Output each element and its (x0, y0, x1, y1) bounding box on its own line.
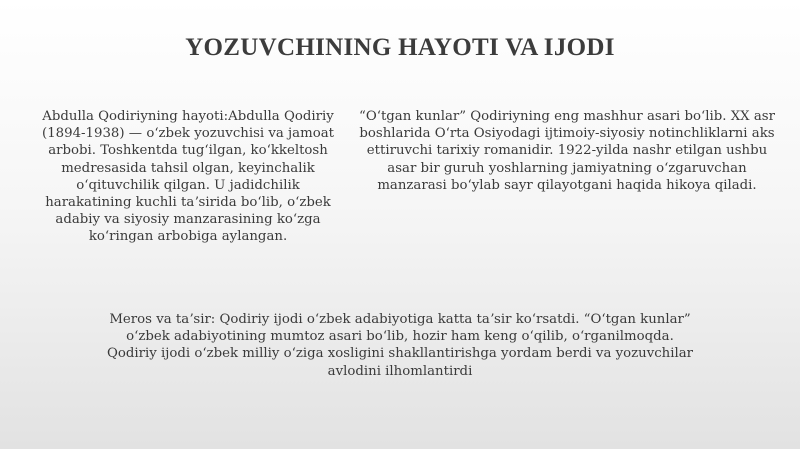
novel-text: “Oʻtgan kunlar” Qodiriyning eng mashhur asari boʻlib. XX asr boshlarida Oʻrta Osiyodagi ijtimoiy-siyosiy notinchliklarni aks ettiruvchi tarixiy romanidir. 1922-yilda nashr etilgan ushbu asar bir guruh yoshlarning jamiyatning oʻzgaruvchan manzarasi boʻylab sayr qilayotgani haqida hikoya qiladi. (359, 109, 775, 193)
biography-text: Abdulla Qodiriyning hayoti:Abdulla Qodiriy (1894-1938) — oʻzbek yozuvchisi va jamoat arbobi. Toshkentda tugʻilgan, koʻkkeltosh medresasida tahsil olgan, keyinchalik oʻqituvchilik qilgan. U jadidchilik harakatining kuchli taʼsirida boʻlib, oʻzbek adabiy va siyosiy manzarasining koʻzga koʻringan arbobiga aylangan. (42, 109, 334, 245)
slide-title: YOZUVCHINING HAYOTI VA IJODI (185, 34, 615, 61)
legacy-text: Meros va taʼsir: Qodiriy ijodi oʻzbek adabiyotiga katta taʼsir koʻrsatdi. “Oʻtgan kunlar” oʻzbek adabiyotining mumtoz asari boʻlib, hozir ham keng oʻqilib, oʻrganilmoqda. Qodiriy ijodi oʻzbek milliy oʻziga xosligini shakllantirishga yordam berdi va yozuvchilar avlodini ilhomlantirdi (106, 312, 694, 379)
